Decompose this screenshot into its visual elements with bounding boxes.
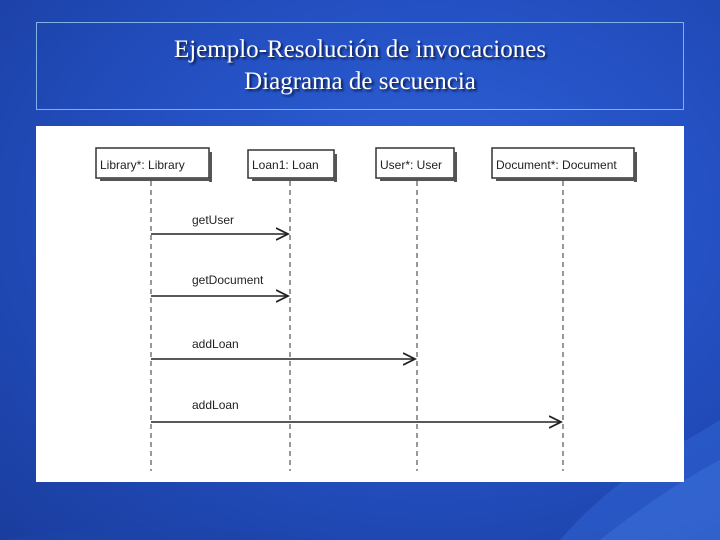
slide-title: Ejemplo-Resolución de invocaciones: [173, 36, 547, 63]
lifeline-library-label: Library*: Library: [100, 158, 185, 172]
lifeline-user-label: User*: User: [380, 158, 443, 172]
slide-subtitle: Diagrama de secuencia: [244, 68, 476, 95]
lifeline-document-label: Document*: Document: [496, 158, 617, 172]
message-addloan-user-label: addLoan: [192, 337, 239, 351]
lifeline-loan-label: Loan1: Loan: [252, 158, 319, 172]
message-getuser: [151, 213, 288, 234]
message-addloan-document-label: addLoan: [192, 398, 239, 412]
lifeline-loan: [248, 150, 337, 471]
slide-title-box: [36, 22, 684, 110]
sequence-diagram-canvas: [36, 126, 684, 482]
message-getuser-label: getUser: [192, 213, 235, 227]
sequence-diagram: [36, 126, 684, 482]
message-addloan-user: [151, 337, 415, 359]
message-addloan-document: [151, 398, 561, 422]
message-getdocument-label: getDocument: [192, 273, 264, 287]
message-getdocument: [151, 273, 288, 296]
